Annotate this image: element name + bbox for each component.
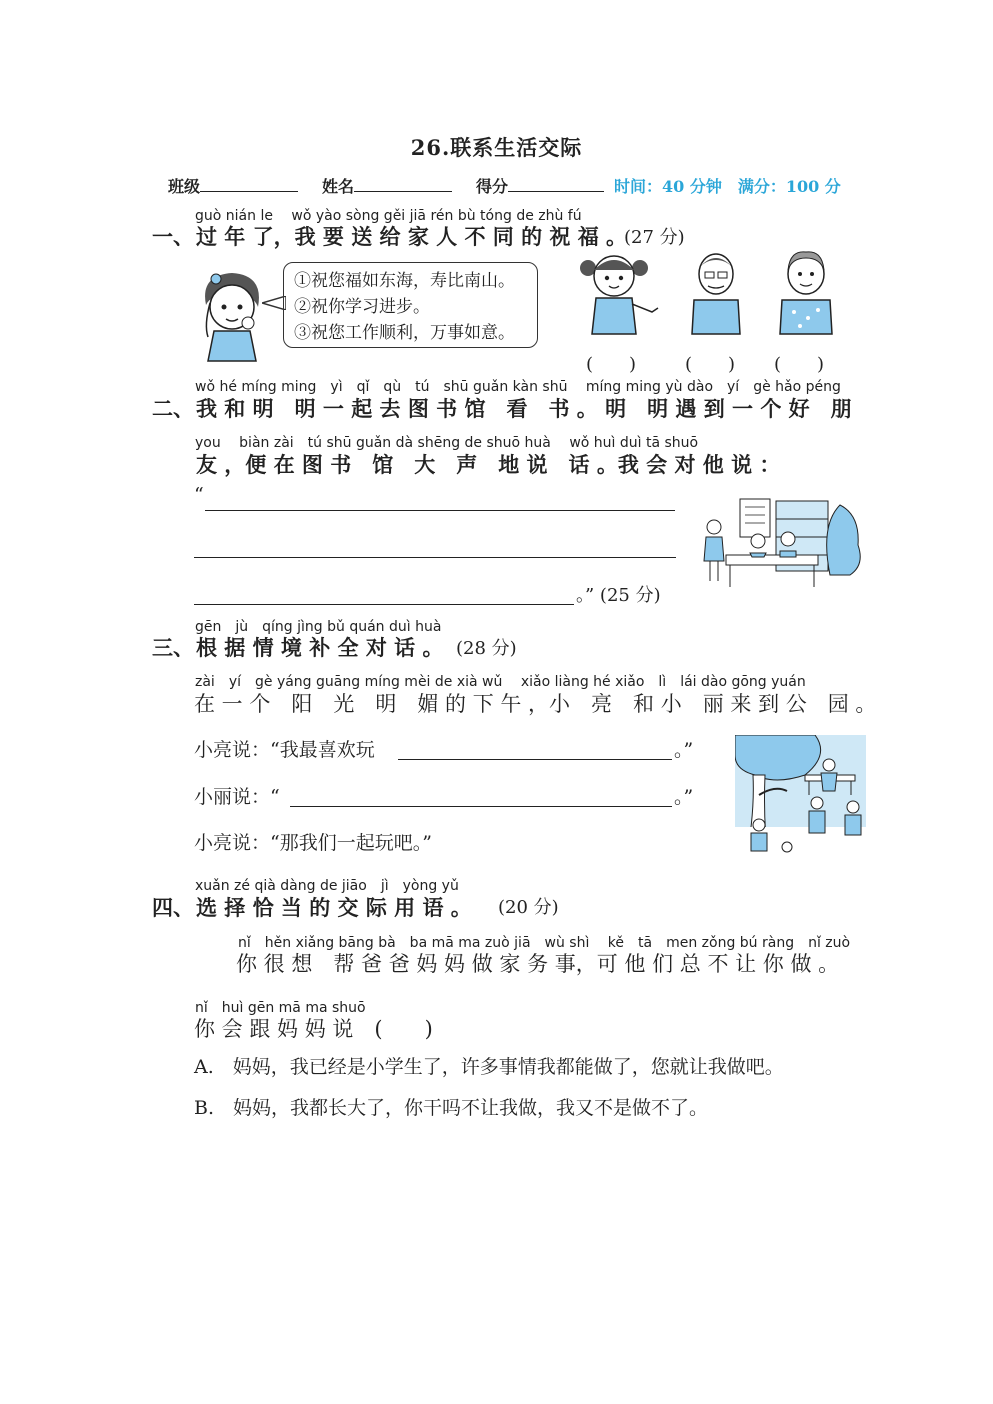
class-label: 班级 [168, 177, 201, 196]
score-label: 得分 [476, 177, 509, 196]
q3-blank-2[interactable] [290, 806, 672, 807]
q2-pinyin-line2: you biàn zài tú shū guǎn dà shēng de shuō huà wǒ huì duì tā shuō [195, 435, 699, 451]
wish-option-3: ③祝您工作顺利，万事如意。 [294, 323, 515, 343]
q4-prefix: 四、 [152, 895, 194, 920]
q2-text-line1: 我 和 明 明 一 起 去 图 书 馆 看 书 。 明 明 遇 到 一 个 好 朋 [196, 396, 852, 421]
q3-score: (28 分) [456, 638, 517, 659]
q3-line2-prefix: 小丽说：“ [194, 786, 280, 808]
time-info: 时间：40 分钟 满分：100 分 [614, 177, 841, 196]
page-title: 26.联系生活交际 [410, 135, 583, 160]
q2-prefix: 二、 [152, 396, 194, 421]
q3-line2-suffix: 。” [674, 786, 694, 808]
q3-scene-text: 在 一 个 阳 光 明 媚 的 下 午 ，小 亮 和 小 丽 来 到 公 园 。 [194, 692, 877, 716]
name-blank[interactable] [354, 177, 452, 192]
wish-option-2: ②祝你学习进步。 [294, 297, 430, 317]
q2-close-score: 。” (25 分) [576, 585, 661, 606]
q4-pinyin: xuǎn zé qià dàng de jiāo jì yòng yǔ [195, 878, 459, 894]
q2-text-line2: 友 ，便 在 图 书 馆 大 声 地 说 话 。我 会 对 他 说 ： [196, 452, 781, 477]
answer-paren-grandma[interactable]: ( ) [774, 354, 825, 375]
q2-answer-line-2[interactable] [194, 557, 676, 558]
q4-heading: 选 择 恰 当 的 交 际 用 语 。 [196, 895, 472, 920]
q3-scene-pinyin: zài yí gè yáng guāng míng mèi de xià wǔ xiǎo liàng hé xiǎo lì lái dào gōng yuán [195, 674, 806, 690]
library-illustration [700, 495, 865, 590]
q1-heading: 过 年 了，我 要 送 给 家 人 不 同 的 祝 福 。 [196, 224, 628, 249]
q4-option-b[interactable]: B. 妈妈，我都长大了，你干吗不让我做，我又不是做不了。 [194, 1097, 709, 1119]
q2-open-quote: “ [194, 484, 204, 506]
q1-score: (27 分) [624, 227, 685, 248]
q4-option-a[interactable]: A. 妈妈，我已经是小学生了，许多事情我都能做了，您就让我做吧。 [194, 1056, 784, 1078]
park-illustration [735, 735, 866, 865]
q3-heading: 根 据 情 境 补 全 对 话 。 [196, 635, 444, 660]
q4-stem-text: 你 很 想 帮 爸 爸 妈 妈 做 家 务 事，可 他 们 总 不 让 你 做 。 [236, 952, 840, 976]
class-blank[interactable] [200, 177, 298, 192]
answer-paren-child[interactable]: ( ) [586, 354, 637, 375]
class-field [168, 174, 298, 197]
q2-pinyin-line1: wǒ hé míng ming yì qǐ qù tú shū guǎn kàn shū míng ming yù dào yí gè hǎo péng [195, 379, 841, 395]
q3-line3: 小亮说：“那我们一起玩吧。” [194, 832, 432, 854]
score-blank[interactable] [508, 177, 604, 192]
wish-option-1: ①祝您福如东海，寿比南山。 [294, 271, 515, 291]
q2-answer-line-1[interactable] [205, 510, 675, 511]
name-field [322, 174, 452, 197]
q4-stem-pinyin: nǐ hěn xiǎng bāng bà ba mā ma zuò jiā wù shì kě tā men zǒng bú ràng nǐ zuò [238, 935, 851, 951]
q4-score: (20 分) [498, 897, 559, 918]
child-figure [578, 250, 662, 336]
girl-illustration [192, 265, 272, 365]
q3-line1-suffix: 。” [674, 739, 694, 761]
score-field [476, 174, 604, 197]
answer-paren-father[interactable]: ( ) [685, 354, 736, 375]
q1-pinyin: guò nián le wǒ yào sòng gěi jiā rén bù tóng de zhù fú [195, 208, 582, 224]
grandma-figure [776, 248, 836, 336]
q2-answer-line-3[interactable] [194, 604, 574, 605]
q4-ask-pinyin: nǐ huì gēn mā ma shuō [195, 1000, 366, 1016]
wishes-bubble [283, 262, 538, 348]
name-label: 姓名 [322, 177, 355, 196]
q3-blank-1[interactable] [398, 759, 672, 760]
q3-line1-prefix: 小亮说：“我最喜欢玩 [194, 739, 375, 761]
father-figure [686, 250, 746, 336]
q4-ask-text[interactable]: 你 会 跟 妈 妈 说 ( ) [194, 1017, 433, 1041]
q3-prefix: 三、 [152, 635, 194, 660]
q3-pinyin: gēn jù qíng jìng bǔ quán duì huà [195, 619, 442, 635]
q1-prefix: 一、 [152, 224, 194, 249]
